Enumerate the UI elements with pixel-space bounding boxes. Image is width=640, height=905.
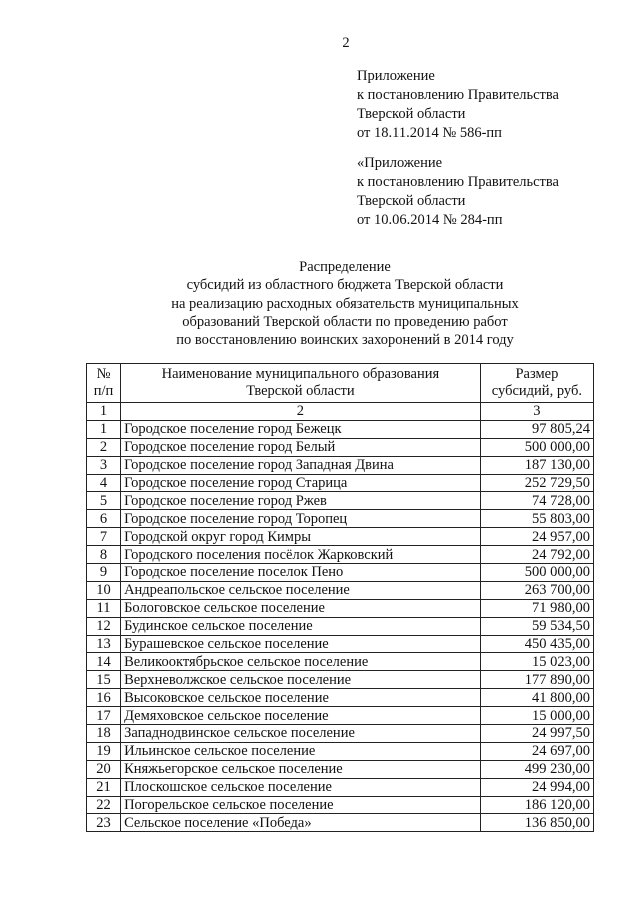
header-amount <box>480 364 593 403</box>
amount-cell: 450 435,00 <box>480 635 593 653</box>
number-cell: 9 <box>87 564 121 582</box>
name-cell: Городское поселение город Старица <box>121 474 481 492</box>
number-cell: 1 <box>87 420 121 438</box>
appendix-line: «Приложение <box>357 155 443 171</box>
amount-cell: 500 000,00 <box>480 438 593 456</box>
number-cell: 17 <box>87 707 121 725</box>
amount-cell: 24 994,00 <box>480 778 593 796</box>
index-cell: 1 <box>87 403 121 421</box>
number-cell: 18 <box>87 725 121 743</box>
table-row <box>87 725 594 743</box>
number-cell: 11 <box>87 599 121 617</box>
number-cell: 19 <box>87 742 121 760</box>
amount-cell: 41 800,00 <box>480 689 593 707</box>
index-cell: 2 <box>121 403 481 421</box>
number-cell: 7 <box>87 528 121 546</box>
title-line: по восстановлению воинских захоронений в 2014 году <box>176 332 514 349</box>
name-cell: Верхневолжское сельское поселение <box>121 671 481 689</box>
index-cell: 3 <box>480 403 593 421</box>
name-cell: Городское поселение поселок Пено <box>121 564 481 582</box>
header-number <box>87 364 121 403</box>
amount-cell: 24 792,00 <box>480 546 593 564</box>
amount-cell: 74 728,00 <box>480 492 593 510</box>
table-row <box>87 599 594 617</box>
table-row <box>87 689 594 707</box>
header-text: Наименование муниципального образования <box>161 366 440 382</box>
title-line: на реализацию расходных обязательств муниципальных <box>171 295 519 312</box>
table-row <box>87 796 594 814</box>
name-cell: Демяховское сельское поселение <box>121 707 481 725</box>
amount-cell: 263 700,00 <box>480 581 593 599</box>
header-text: Тверской области <box>246 383 355 399</box>
name-cell: Княжьегорское сельское поселение <box>121 760 481 778</box>
amount-cell: 55 803,00 <box>480 510 593 528</box>
amount-cell: 500 000,00 <box>480 564 593 582</box>
table-row <box>87 814 594 832</box>
number-cell: 15 <box>87 671 121 689</box>
appendix-line: от 18.11.2014 № 586-пп <box>357 125 502 141</box>
number-cell: 20 <box>87 760 121 778</box>
header-name <box>121 364 481 403</box>
subsidy-table <box>86 363 594 832</box>
name-cell: Высоковское сельское поселение <box>121 689 481 707</box>
table-row <box>87 653 594 671</box>
title-line: субсидий из областного бюджета Тверской области <box>186 277 504 294</box>
name-cell: Ильинское сельское поселение <box>121 742 481 760</box>
appendix-current <box>357 67 559 143</box>
name-cell: Погорельское сельское поселение <box>121 796 481 814</box>
table-row <box>87 778 594 796</box>
header-text: п/п <box>93 383 114 399</box>
appendix-line: к постановлению Правительства <box>357 174 559 190</box>
name-cell: Западнодвинское сельское поселение <box>121 725 481 743</box>
name-cell: Городское поселение город Ржев <box>121 492 481 510</box>
name-cell: Будинское сельское поселение <box>121 617 481 635</box>
amount-cell: 59 534,50 <box>480 617 593 635</box>
number-cell: 16 <box>87 689 121 707</box>
table-row <box>87 564 594 582</box>
table-row <box>87 635 594 653</box>
table-row <box>87 528 594 546</box>
table-row <box>87 546 594 564</box>
page-number: 2 <box>342 35 350 51</box>
amount-cell: 71 980,00 <box>480 599 593 617</box>
appendix-original <box>357 154 559 230</box>
name-cell: Городское поселение город Западная Двина <box>121 456 481 474</box>
number-cell: 8 <box>87 546 121 564</box>
number-cell: 2 <box>87 438 121 456</box>
header-text: № <box>96 366 111 382</box>
amount-cell: 24 697,00 <box>480 742 593 760</box>
name-cell: Городское поселение город Торопец <box>121 510 481 528</box>
table-row <box>87 617 594 635</box>
header-text: Размер <box>515 366 559 382</box>
number-cell: 14 <box>87 653 121 671</box>
amount-cell: 252 729,50 <box>480 474 593 492</box>
amount-cell: 186 120,00 <box>480 796 593 814</box>
table-row <box>87 707 594 725</box>
number-cell: 10 <box>87 581 121 599</box>
number-cell: 6 <box>87 510 121 528</box>
appendix-line: Тверской области <box>357 193 466 209</box>
amount-cell: 24 957,00 <box>480 528 593 546</box>
table-row <box>87 671 594 689</box>
table-row <box>87 438 594 456</box>
name-cell: Городского поселения посёлок Жарковский <box>121 546 481 564</box>
amount-cell: 136 850,00 <box>480 814 593 832</box>
appendix-line: Тверской области <box>357 106 466 122</box>
header-text: субсидий, руб. <box>491 383 582 399</box>
name-cell: Великооктябрьское сельское поселение <box>121 653 481 671</box>
appendix-line: Приложение <box>357 68 435 84</box>
number-cell: 21 <box>87 778 121 796</box>
name-cell: Городское поселение город Бежецк <box>121 420 481 438</box>
amount-cell: 177 890,00 <box>480 671 593 689</box>
number-cell: 23 <box>87 814 121 832</box>
column-index-row <box>87 403 594 421</box>
name-cell: Городское поселение город Белый <box>121 438 481 456</box>
document-title <box>100 258 590 349</box>
name-cell: Андреапольское сельское поселение <box>121 581 481 599</box>
number-cell: 4 <box>87 474 121 492</box>
name-cell: Сельское поселение «Победа» <box>121 814 481 832</box>
name-cell: Плоскошское сельское поселение <box>121 778 481 796</box>
table-row <box>87 456 594 474</box>
number-cell: 5 <box>87 492 121 510</box>
title-line: Распределение <box>299 259 391 275</box>
amount-cell: 15 023,00 <box>480 653 593 671</box>
amount-cell: 187 130,00 <box>480 456 593 474</box>
amount-cell: 15 000,00 <box>480 707 593 725</box>
table-header-row <box>87 364 594 403</box>
name-cell: Городской округ город Кимры <box>121 528 481 546</box>
table-row <box>87 742 594 760</box>
table-row <box>87 760 594 778</box>
table-row <box>87 510 594 528</box>
table-row <box>87 581 594 599</box>
number-cell: 13 <box>87 635 121 653</box>
number-cell: 22 <box>87 796 121 814</box>
table-row <box>87 474 594 492</box>
number-cell: 3 <box>87 456 121 474</box>
table-row <box>87 420 594 438</box>
name-cell: Бологовское сельское поселение <box>121 599 481 617</box>
appendix-line: от 10.06.2014 № 284-пп <box>357 212 503 228</box>
table-row <box>87 492 594 510</box>
appendix-line: к постановлению Правительства <box>357 87 559 103</box>
number-cell: 12 <box>87 617 121 635</box>
title-line: образований Тверской области по проведению работ <box>182 313 508 330</box>
amount-cell: 24 997,50 <box>480 725 593 743</box>
amount-cell: 97 805,24 <box>480 420 593 438</box>
amount-cell: 499 230,00 <box>480 760 593 778</box>
name-cell: Бурашевское сельское поселение <box>121 635 481 653</box>
